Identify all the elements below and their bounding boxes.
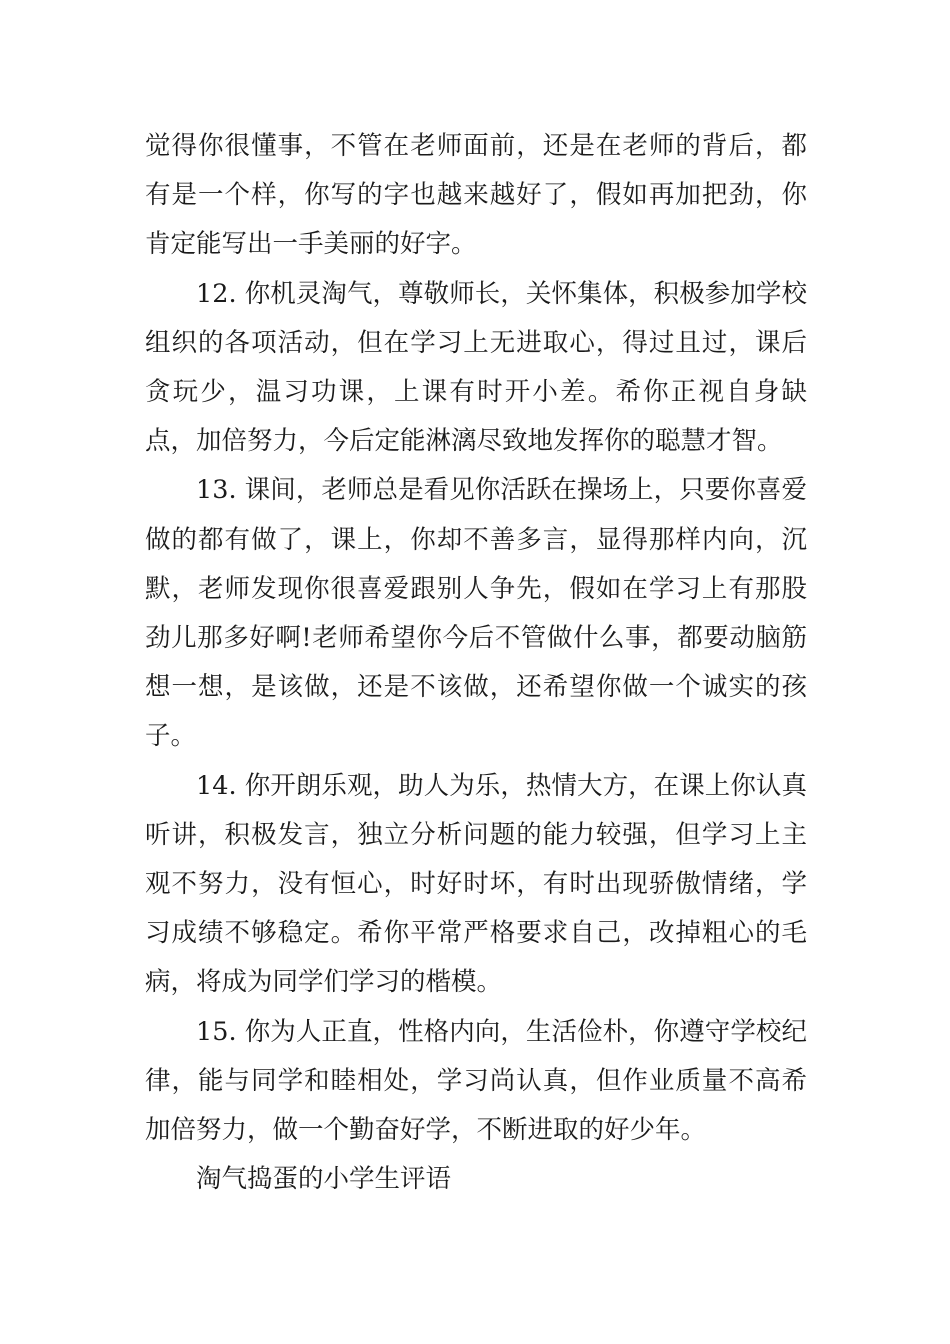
paragraph-comment-12: 12. 你机灵淘气，尊敬师长，关怀集体，积极参加学校组织的各项活动，但在学习上无进取心，得过且过，课后贪玩少，温习功课，上课有时开小差。希你正视自身缺点，加倍努力，今后定能淋漓尽致地发挥你的聪慧才智。 xyxy=(145,278,807,457)
paragraph-continued: 觉得你很懂事，不管在老师面前，还是在老师的背后，都有是一个样，你写的字也越来越好了，假如再加把劲，你肯定能写出一手美丽的好字。 xyxy=(145,131,807,260)
paragraph-comment-13: 13. 课间，老师总是看见你活跃在操场上，只要你喜爱做的都有做了，课上，你却不善多言，显得那样内向，沉默，老师发现你很喜爱跟别人争先，假如在学习上有那股劲儿那多好啊!老师希望你今后不管做什么事，都要动脑筋想一想，是该做，还是不该做，还希望你做一个诚实的孩子。 xyxy=(145,475,807,752)
paragraph-comment-14: 14. 你开朗乐观，助人为乐，热情大方，在课上你认真听讲，积极发言，独立分析问题的能力较强，但学习上主观不努力，没有恒心，时好时坏，有时出现骄傲情绪，学习成绩不够稳定。希你平常严格要求自己，改掉粗心的毛病，将成为同学们学习的楷模。 xyxy=(145,770,807,998)
document-page xyxy=(145,122,807,1204)
paragraph-comment-15: 15. 你为人正直，性格内向，生活俭朴，你遵守学校纪律，能与同学和睦相处，学习尚认真，但作业质量不高希加倍努力，做一个勤奋好学，不断进取的好少年。 xyxy=(145,1016,807,1146)
section-heading: 淘气捣蛋的小学生评语 xyxy=(196,1164,452,1195)
